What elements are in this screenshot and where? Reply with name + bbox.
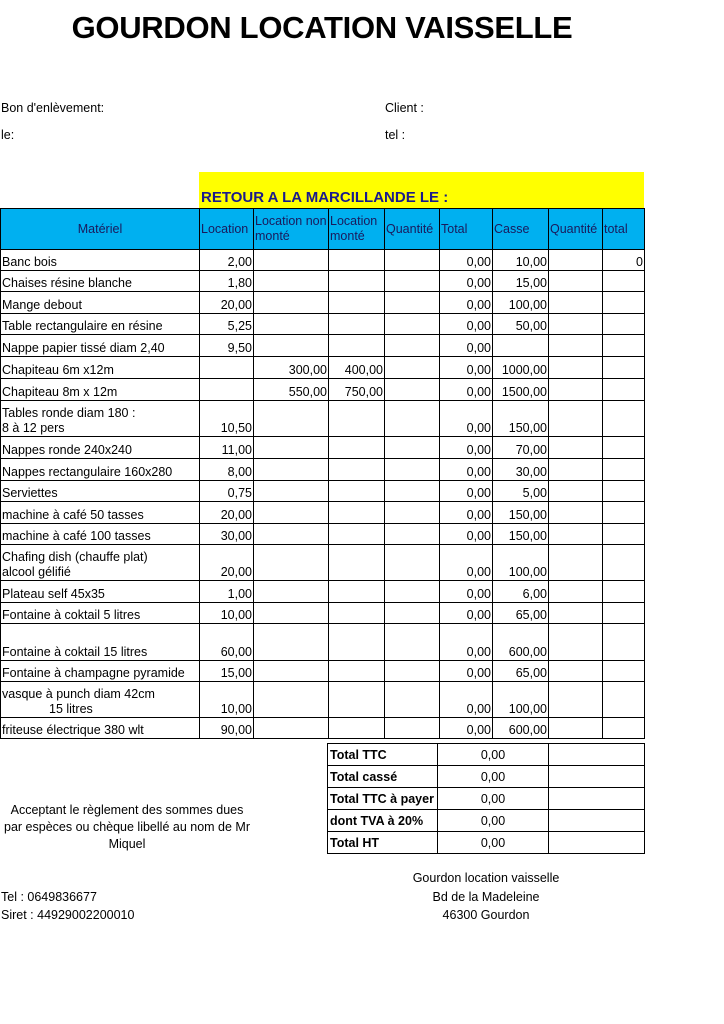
location-cell: 5,25 <box>200 314 254 335</box>
total-casse-cell <box>603 357 645 379</box>
casse-cell: 100,00 <box>493 682 549 718</box>
location-cell: 0,75 <box>200 481 254 502</box>
tel-label: tel : <box>385 128 406 142</box>
location-monte-cell <box>329 250 385 271</box>
location-cell: 60,00 <box>200 624 254 661</box>
totals-row <box>328 766 645 788</box>
total-cell: 0,00 <box>440 502 493 524</box>
total-casse-cell <box>603 314 645 335</box>
location-cell: 1,80 <box>200 271 254 292</box>
return-banner <box>199 172 644 208</box>
total-casse-cell <box>603 581 645 603</box>
location-monte-cell <box>329 335 385 357</box>
materiel-cell: Nappes rectangulaire 160x280 <box>1 459 200 481</box>
casse-cell: 70,00 <box>493 437 549 459</box>
location-monte-cell <box>329 401 385 437</box>
quantite-cell[interactable] <box>385 292 440 314</box>
materiel-cell: Nappe papier tissé diam 2,40 <box>1 335 200 357</box>
table-header <box>1 209 645 250</box>
casse-cell: 150,00 <box>493 524 549 545</box>
quantite-cell[interactable] <box>385 379 440 401</box>
location-non-monte-cell <box>254 271 329 292</box>
table-row <box>1 314 645 335</box>
totals-empty-cell <box>549 810 645 832</box>
location-cell: 1,00 <box>200 581 254 603</box>
quantite-casse-cell[interactable] <box>549 581 603 603</box>
header-casse: Casse <box>493 209 549 250</box>
total-cell: 0,00 <box>440 682 493 718</box>
location-cell: 30,00 <box>200 524 254 545</box>
total-cell: 0,00 <box>440 335 493 357</box>
quantite-cell[interactable] <box>385 335 440 357</box>
materiel-cell: Chaises résine blanche <box>1 271 200 292</box>
quantite-cell[interactable] <box>385 271 440 292</box>
company-name: Gourdon location vaisselle <box>412 871 560 885</box>
header-location: Location <box>200 209 254 250</box>
totals-label: Total HT <box>328 832 438 854</box>
quantite-casse-cell[interactable] <box>549 292 603 314</box>
materiel-cell: Fontaine à coktail 5 litres <box>1 603 200 624</box>
casse-cell: 50,00 <box>493 314 549 335</box>
total-casse-cell <box>603 502 645 524</box>
table-row <box>1 524 645 545</box>
location-monte-cell <box>329 292 385 314</box>
materiel-cell: Chapiteau 6m x12m <box>1 357 200 379</box>
total-cell: 0,00 <box>440 357 493 379</box>
bon-enlevement-label: Bon d'enlèvement: <box>1 101 105 115</box>
casse-cell: 600,00 <box>493 718 549 739</box>
totals-row <box>328 788 645 810</box>
quantite-cell[interactable] <box>385 314 440 335</box>
company-siret: Siret : 44929002200010 <box>1 908 135 922</box>
location-non-monte-cell <box>254 682 329 718</box>
location-monte-cell <box>329 271 385 292</box>
location-monte-cell <box>329 718 385 739</box>
quantite-cell[interactable] <box>385 401 440 437</box>
location-non-monte-cell <box>254 292 329 314</box>
quantite-casse-cell[interactable] <box>549 314 603 335</box>
totals-empty-cell <box>549 832 645 854</box>
totals-label: Total TTC à payer <box>328 788 438 810</box>
quantite-cell[interactable] <box>385 357 440 379</box>
location-cell <box>200 379 254 401</box>
quantite-casse-cell[interactable] <box>549 624 603 661</box>
quantite-casse-cell[interactable] <box>549 379 603 401</box>
materiel-cell <box>1 401 200 437</box>
totals-empty-cell <box>549 766 645 788</box>
table-row <box>1 581 645 603</box>
table-row <box>1 661 645 682</box>
casse-cell: 150,00 <box>493 502 549 524</box>
table-row <box>1 250 645 271</box>
payment-terms: Acceptant le règlement des sommes dues par espèces ou chèque libellé au nom de Mr Miquel <box>4 803 250 851</box>
materiel-cell: Table rectangulaire en résine <box>1 314 200 335</box>
total-cell: 0,00 <box>440 292 493 314</box>
company-phone: Tel : 0649836677 <box>1 890 97 904</box>
totals-label: dont TVA à 20% <box>328 810 438 832</box>
location-non-monte-cell <box>254 401 329 437</box>
totals-label: Total TTC <box>328 744 438 766</box>
quantite-casse-cell[interactable] <box>549 502 603 524</box>
total-cell: 0,00 <box>440 459 493 481</box>
materiel-cell: Mange debout <box>1 292 200 314</box>
totals-row <box>328 810 645 832</box>
materiel-name-line2: 8 à 12 pers <box>2 421 65 435</box>
materiel-cell: Fontaine à champagne pyramide <box>1 661 200 682</box>
table-row <box>1 502 645 524</box>
location-cell: 20,00 <box>200 545 254 581</box>
casse-cell: 100,00 <box>493 545 549 581</box>
totals-value: 0,00 <box>438 832 549 854</box>
total-casse-cell <box>603 682 645 718</box>
quantite-cell[interactable] <box>385 718 440 739</box>
total-cell: 0,00 <box>440 661 493 682</box>
quantite-casse-cell[interactable] <box>549 335 603 357</box>
quantite-casse-cell[interactable] <box>549 401 603 437</box>
total-casse-cell <box>603 401 645 437</box>
quantite-cell[interactable] <box>385 624 440 661</box>
location-non-monte-cell: 550,00 <box>254 379 329 401</box>
location-non-monte-cell <box>254 502 329 524</box>
total-cell: 0,00 <box>440 545 493 581</box>
quantite-cell[interactable] <box>385 502 440 524</box>
quantite-cell[interactable] <box>385 603 440 624</box>
total-cell: 0,00 <box>440 314 493 335</box>
materiel-table <box>0 208 645 739</box>
location-cell: 90,00 <box>200 718 254 739</box>
quantite-casse-cell[interactable] <box>549 603 603 624</box>
company-address-street: Bd de la Madeleine <box>432 890 540 904</box>
table-row <box>1 357 645 379</box>
location-cell: 10,50 <box>200 401 254 437</box>
table-row <box>1 603 645 624</box>
location-cell: 15,00 <box>200 661 254 682</box>
quantite-casse-cell[interactable] <box>549 661 603 682</box>
location-cell: 8,00 <box>200 459 254 481</box>
location-monte-cell <box>329 624 385 661</box>
materiel-cell <box>1 682 200 718</box>
location-monte-cell: 750,00 <box>329 379 385 401</box>
table-row <box>1 545 645 581</box>
total-cell: 0,00 <box>440 437 493 459</box>
total-cell: 0,00 <box>440 581 493 603</box>
table-row <box>1 624 645 661</box>
location-monte-cell <box>329 581 385 603</box>
casse-cell: 15,00 <box>493 271 549 292</box>
location-non-monte-cell <box>254 581 329 603</box>
total-cell: 0,00 <box>440 271 493 292</box>
total-casse-cell <box>603 459 645 481</box>
casse-cell: 600,00 <box>493 624 549 661</box>
table-row <box>1 459 645 481</box>
casse-cell: 6,00 <box>493 581 549 603</box>
materiel-cell: Nappes ronde 240x240 <box>1 437 200 459</box>
quantite-casse-cell[interactable] <box>549 459 603 481</box>
location-monte-cell <box>329 437 385 459</box>
totals-row <box>328 744 645 766</box>
quantite-casse-cell[interactable] <box>549 524 603 545</box>
quantite-cell[interactable] <box>385 682 440 718</box>
total-casse-cell <box>603 624 645 661</box>
totals-value: 0,00 <box>438 788 549 810</box>
total-casse-cell <box>603 292 645 314</box>
casse-cell: 30,00 <box>493 459 549 481</box>
location-monte-cell <box>329 682 385 718</box>
location-monte-cell <box>329 502 385 524</box>
quantite-casse-cell[interactable] <box>549 357 603 379</box>
casse-cell: 10,00 <box>493 250 549 271</box>
totals-empty-cell <box>549 744 645 766</box>
header-total-casse: total <box>603 209 645 250</box>
table-row <box>1 379 645 401</box>
table-row <box>1 437 645 459</box>
casse-cell: 65,00 <box>493 661 549 682</box>
total-cell: 0,00 <box>440 401 493 437</box>
total-casse-cell <box>603 379 645 401</box>
table-row <box>1 271 645 292</box>
casse-cell: 100,00 <box>493 292 549 314</box>
quantite-cell[interactable] <box>385 250 440 271</box>
location-cell: 10,00 <box>200 682 254 718</box>
total-cell: 0,00 <box>440 250 493 271</box>
totals-value: 0,00 <box>438 766 549 788</box>
total-cell: 0,00 <box>440 379 493 401</box>
materiel-name-line2: 15 litres <box>49 702 93 716</box>
location-non-monte-cell <box>254 459 329 481</box>
total-casse-cell: 0 <box>603 250 645 271</box>
location-monte-cell: 400,00 <box>329 357 385 379</box>
header-location-monte: Location monté <box>329 209 385 250</box>
materiel-name: vasque à punch diam 42cm <box>2 687 155 701</box>
location-non-monte-cell <box>254 335 329 357</box>
quantite-casse-cell[interactable] <box>549 481 603 502</box>
location-cell: 10,00 <box>200 603 254 624</box>
location-monte-cell <box>329 661 385 682</box>
total-casse-cell <box>603 545 645 581</box>
table-row <box>1 292 645 314</box>
total-casse-cell <box>603 524 645 545</box>
location-cell: 2,00 <box>200 250 254 271</box>
quantite-casse-cell[interactable] <box>549 545 603 581</box>
location-monte-cell <box>329 314 385 335</box>
total-casse-cell <box>603 661 645 682</box>
quantite-casse-cell[interactable] <box>549 718 603 739</box>
totals-value: 0,00 <box>438 744 549 766</box>
table-row <box>1 401 645 437</box>
casse-cell: 65,00 <box>493 603 549 624</box>
date-label: le: <box>1 128 15 142</box>
location-non-monte-cell <box>254 250 329 271</box>
casse-cell: 1000,00 <box>493 357 549 379</box>
materiel-cell: Chapiteau 8m x 12m <box>1 379 200 401</box>
company-address-city: 46300 Gourdon <box>442 908 530 922</box>
materiel-cell: friteuse électrique 380 wlt <box>1 718 200 739</box>
total-casse-cell <box>603 718 645 739</box>
location-monte-cell <box>329 459 385 481</box>
header-quantite: Quantité <box>385 209 440 250</box>
quantite-cell[interactable] <box>385 437 440 459</box>
total-casse-cell <box>603 481 645 502</box>
total-cell: 0,00 <box>440 624 493 661</box>
header-total: Total <box>440 209 493 250</box>
header-location-non-monte: Location non monté <box>254 209 329 250</box>
totals-label: Total cassé <box>328 766 438 788</box>
total-casse-cell <box>603 271 645 292</box>
location-monte-cell <box>329 524 385 545</box>
quantite-cell[interactable] <box>385 459 440 481</box>
location-non-monte-cell <box>254 481 329 502</box>
materiel-name: Tables ronde diam 180 : <box>2 406 136 420</box>
quantite-casse-cell[interactable] <box>549 437 603 459</box>
totals-table <box>327 743 645 854</box>
header-quantite-casse: Quantité <box>549 209 603 250</box>
quantite-casse-cell[interactable] <box>549 682 603 718</box>
totals-row <box>328 832 645 854</box>
materiel-cell <box>1 545 200 581</box>
total-cell: 0,00 <box>440 524 493 545</box>
total-cell: 0,00 <box>440 718 493 739</box>
total-cell: 0,00 <box>440 603 493 624</box>
total-casse-cell <box>603 335 645 357</box>
materiel-name-line2: alcool gélifié <box>2 565 71 579</box>
quantite-cell[interactable] <box>385 545 440 581</box>
materiel-cell: Banc bois <box>1 250 200 271</box>
quantite-cell[interactable] <box>385 524 440 545</box>
location-non-monte-cell <box>254 437 329 459</box>
location-monte-cell <box>329 603 385 624</box>
location-non-monte-cell <box>254 314 329 335</box>
totals-empty-cell <box>549 788 645 810</box>
materiel-cell: machine à café 50 tasses <box>1 502 200 524</box>
location-non-monte-cell: 300,00 <box>254 357 329 379</box>
location-non-monte-cell <box>254 524 329 545</box>
client-label: Client : <box>385 101 424 115</box>
casse-cell: 1500,00 <box>493 379 549 401</box>
location-cell: 20,00 <box>200 292 254 314</box>
table-row <box>1 682 645 718</box>
location-non-monte-cell <box>254 603 329 624</box>
location-cell: 20,00 <box>200 502 254 524</box>
table-row <box>1 718 645 739</box>
location-cell: 9,50 <box>200 335 254 357</box>
quantite-casse-cell[interactable] <box>549 250 603 271</box>
quantite-casse-cell[interactable] <box>549 271 603 292</box>
casse-cell <box>493 335 549 357</box>
casse-cell: 5,00 <box>493 481 549 502</box>
header-materiel: Matériel <box>1 209 200 250</box>
location-non-monte-cell <box>254 661 329 682</box>
location-non-monte-cell <box>254 718 329 739</box>
quantite-cell[interactable] <box>385 661 440 682</box>
materiel-cell: Fontaine à coktail 15 litres <box>1 624 200 661</box>
location-non-monte-cell <box>254 545 329 581</box>
location-non-monte-cell <box>254 624 329 661</box>
total-casse-cell <box>603 603 645 624</box>
materiel-cell: Plateau self 45x35 <box>1 581 200 603</box>
return-banner-text: RETOUR A LA MARCILLANDE LE : <box>201 189 449 206</box>
quantite-cell[interactable] <box>385 481 440 502</box>
materiel-name: Chafing dish (chauffe plat) <box>2 550 148 564</box>
total-casse-cell <box>603 437 645 459</box>
total-cell: 0,00 <box>440 481 493 502</box>
casse-cell: 150,00 <box>493 401 549 437</box>
quantite-cell[interactable] <box>385 581 440 603</box>
materiel-cell: machine à café 100 tasses <box>1 524 200 545</box>
table-row <box>1 335 645 357</box>
page-title: GOURDON LOCATION VAISSELLE <box>71 10 573 45</box>
materiel-cell: Serviettes <box>1 481 200 502</box>
location-monte-cell <box>329 545 385 581</box>
table-row <box>1 481 645 502</box>
location-cell <box>200 357 254 379</box>
location-monte-cell <box>329 481 385 502</box>
totals-value: 0,00 <box>438 810 549 832</box>
location-cell: 11,00 <box>200 437 254 459</box>
